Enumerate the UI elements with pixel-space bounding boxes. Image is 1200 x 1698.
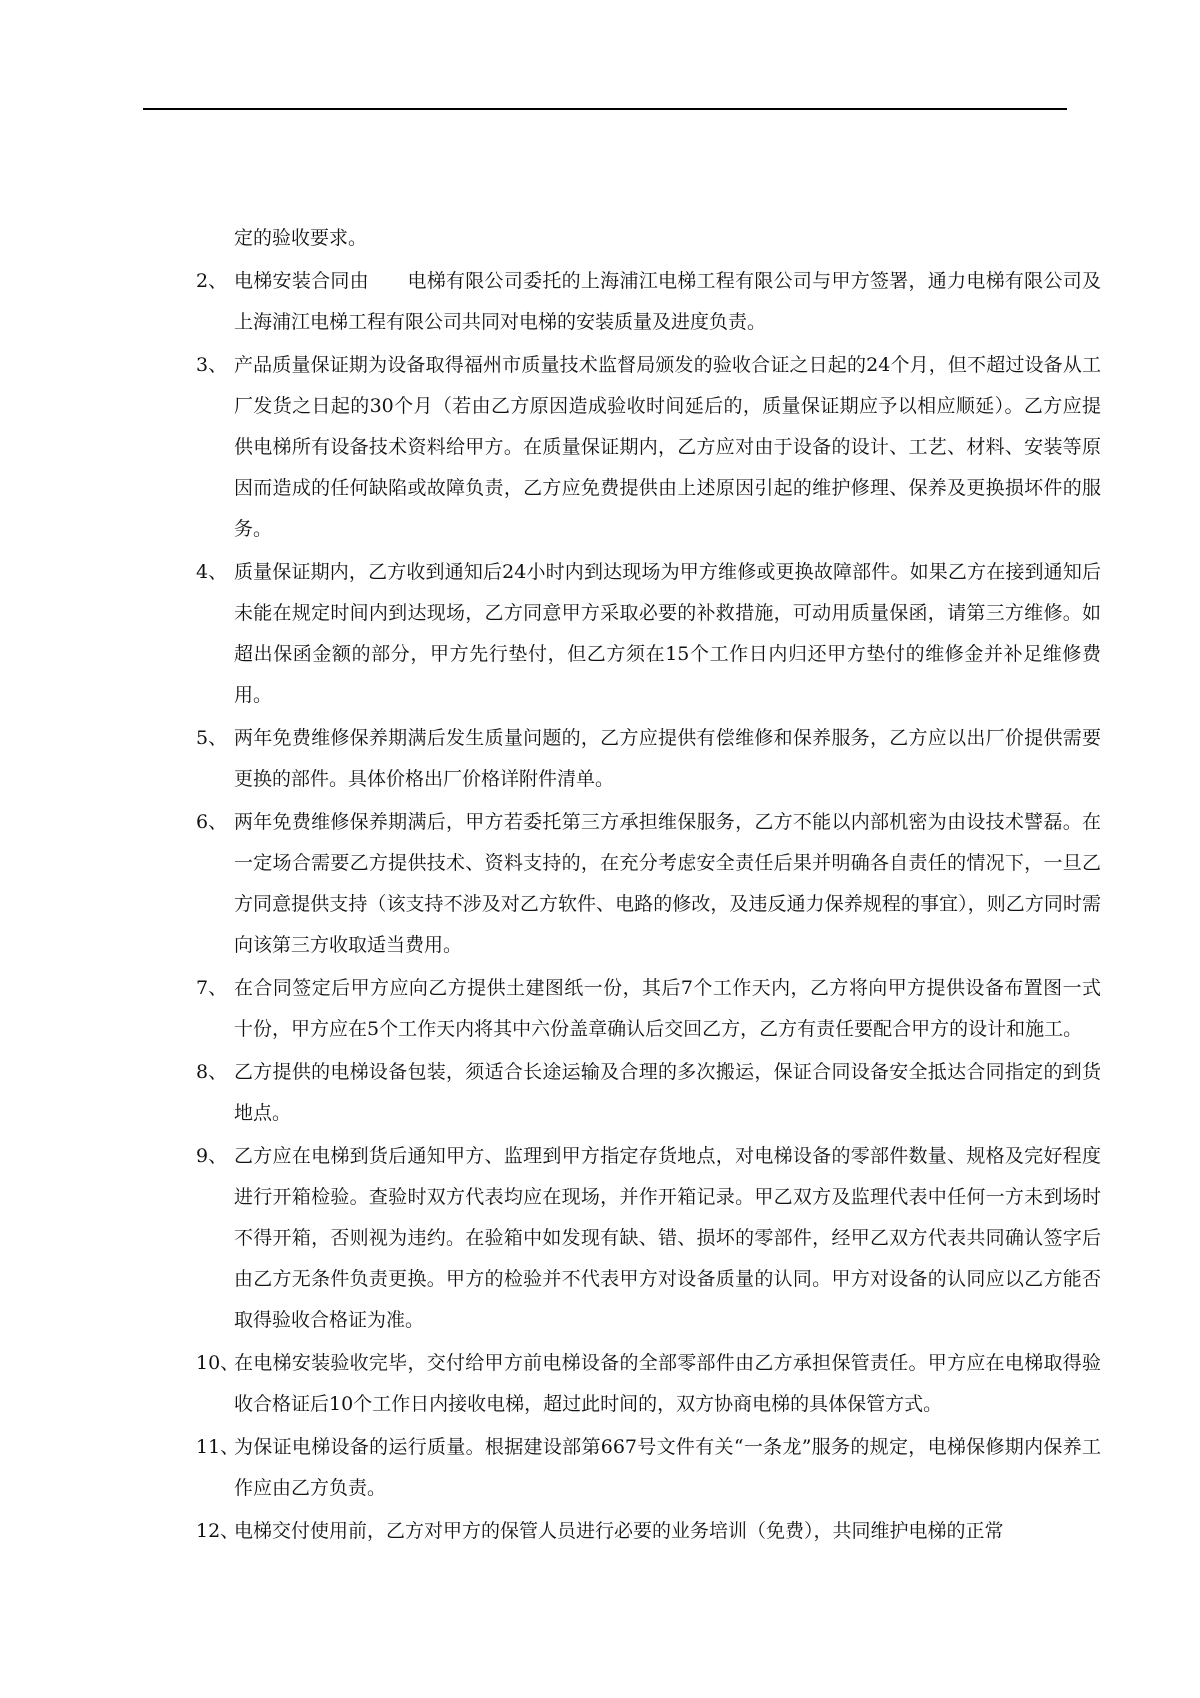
clause-text: 电梯安装合同由 电梯有限公司委托的上海浦江电梯工程有限公司与甲方签署，通力电梯有限公司及上海浦江电梯工程有限公司共同对电梯的安装质量及进度负责。 [234,270,1101,333]
clause-number: 4、 [196,561,228,583]
clause-9 [196,1136,1101,1341]
clause-number: 11、 [196,1436,240,1458]
clause-number: 6、 [196,811,228,833]
clause-text: 乙方提供的电梯设备包装，须适合长途运输及合理的多次搬运，保证合同设备安全抵达合同指定的到货地点。 [234,1061,1101,1124]
header-rule [143,108,1067,110]
clause-4 [196,552,1101,716]
clause-number: 2、 [196,270,228,292]
clause-8 [196,1052,1101,1134]
clause-11 [196,1427,1101,1509]
clause-text: 在电梯安装验收完毕，交付给甲方前电梯设备的全部零部件由乙方承担保管责任。甲方应在电梯取得验收合格证后10个工作日内接收电梯，超过此时间的，双方协商电梯的具体保管方式。 [234,1352,1101,1415]
clause-number: 5、 [196,727,228,749]
clause-text: 产品质量保证期为设备取得福州市质量技术监督局颁发的验收合证之日起的24个月，但不超过设备从工厂发货之日起的30个月（若由乙方原因造成验收时间延后的，质量保证期应予以相应顺延）。乙方应提供电梯所有设备技术资料给甲方。在质量保证期内，乙方应对由于设备的设计、工艺、材料、安装等原因而造成的任何缺陷或故障负责，乙方应免费提供由上述原因引起的维护修理、保养及更换损坏件的服务。 [234,354,1101,540]
clause-3 [196,345,1101,550]
clause-text: 乙方应在电梯到货后通知甲方、监理到甲方指定存货地点，对电梯设备的零部件数量、规格及完好程度进行开箱检验。查验时双方代表均应在现场，并作开箱记录。甲乙双方及监理代表中任何一方未到场时不得开箱，否则视为违约。在验箱中如发现有缺、错、损坏的零部件，经甲乙双方代表共同确认签字后由乙方无条件负责更换。甲方的检验并不代表甲方对设备质量的认同。甲方对设备的认同应以乙方能否取得验收合格证为准。 [234,1145,1101,1331]
clause-2 [196,261,1101,343]
clause-number: 12、 [196,1520,240,1542]
clause-5 [196,718,1101,800]
clause-10 [196,1343,1101,1425]
clause-number: 3、 [196,354,228,376]
clause-text: 电梯交付使用前，乙方对甲方的保管人员进行必要的业务培训（免费），共同维护电梯的正常 [234,1520,1004,1542]
clause-text: 为保证电梯设备的运行质量。根据建设部第667号文件有关“一条龙”服务的规定，电梯保修期内保养工作应由乙方负责。 [234,1436,1101,1499]
clause-number: 7、 [196,977,228,999]
clause-text: 在合同签定后甲方应向乙方提供土建图纸一份，其后7个工作天内，乙方将向甲方提供设备布置图一式十份，甲方应在5个工作天内将其中六份盖章确认后交回乙方，乙方有责任要配合甲方的设计和施工。 [234,977,1101,1040]
clause-text: 两年免费维修保养期满后发生质量问题的，乙方应提供有偿维修和保养服务，乙方应以出厂价提供需要更换的部件。具体价格出厂价格详附件清单。 [234,727,1101,790]
clause-number: 8、 [196,1061,228,1083]
clause-number: 9、 [196,1145,228,1167]
clause-text: 质量保证期内，乙方收到通知后24小时内到达现场为甲方维修或更换故障部件。如果乙方在接到通知后未能在规定时间内到达现场，乙方同意甲方采取必要的补救措施，可动用质量保函，请第三方维修。如超出保函金额的部分，甲方先行垫付，但乙方须在15个工作日内归还甲方垫付的维修金并补足维修费用。 [234,561,1101,706]
continuation-line: 定的验收要求。 [234,227,368,249]
document-body [196,218,1101,1554]
clause-number: 10、 [196,1352,240,1374]
clause-text: 两年免费维修保养期满后，甲方若委托第三方承担维保服务，乙方不能以内部机密为由设技术譬磊。在一定场合需要乙方提供技术、资料支持的，在充分考虑安全责任后果并明确各自责任的情况下，一旦乙方同意提供支持（该支持不涉及对乙方软件、电路的修改，及违反通力保养规程的事宜），则乙方同时需向该第三方收取适当费用。 [234,811,1101,956]
clause-6 [196,802,1101,966]
clause-12 [196,1511,1101,1552]
clause-7 [196,968,1101,1050]
